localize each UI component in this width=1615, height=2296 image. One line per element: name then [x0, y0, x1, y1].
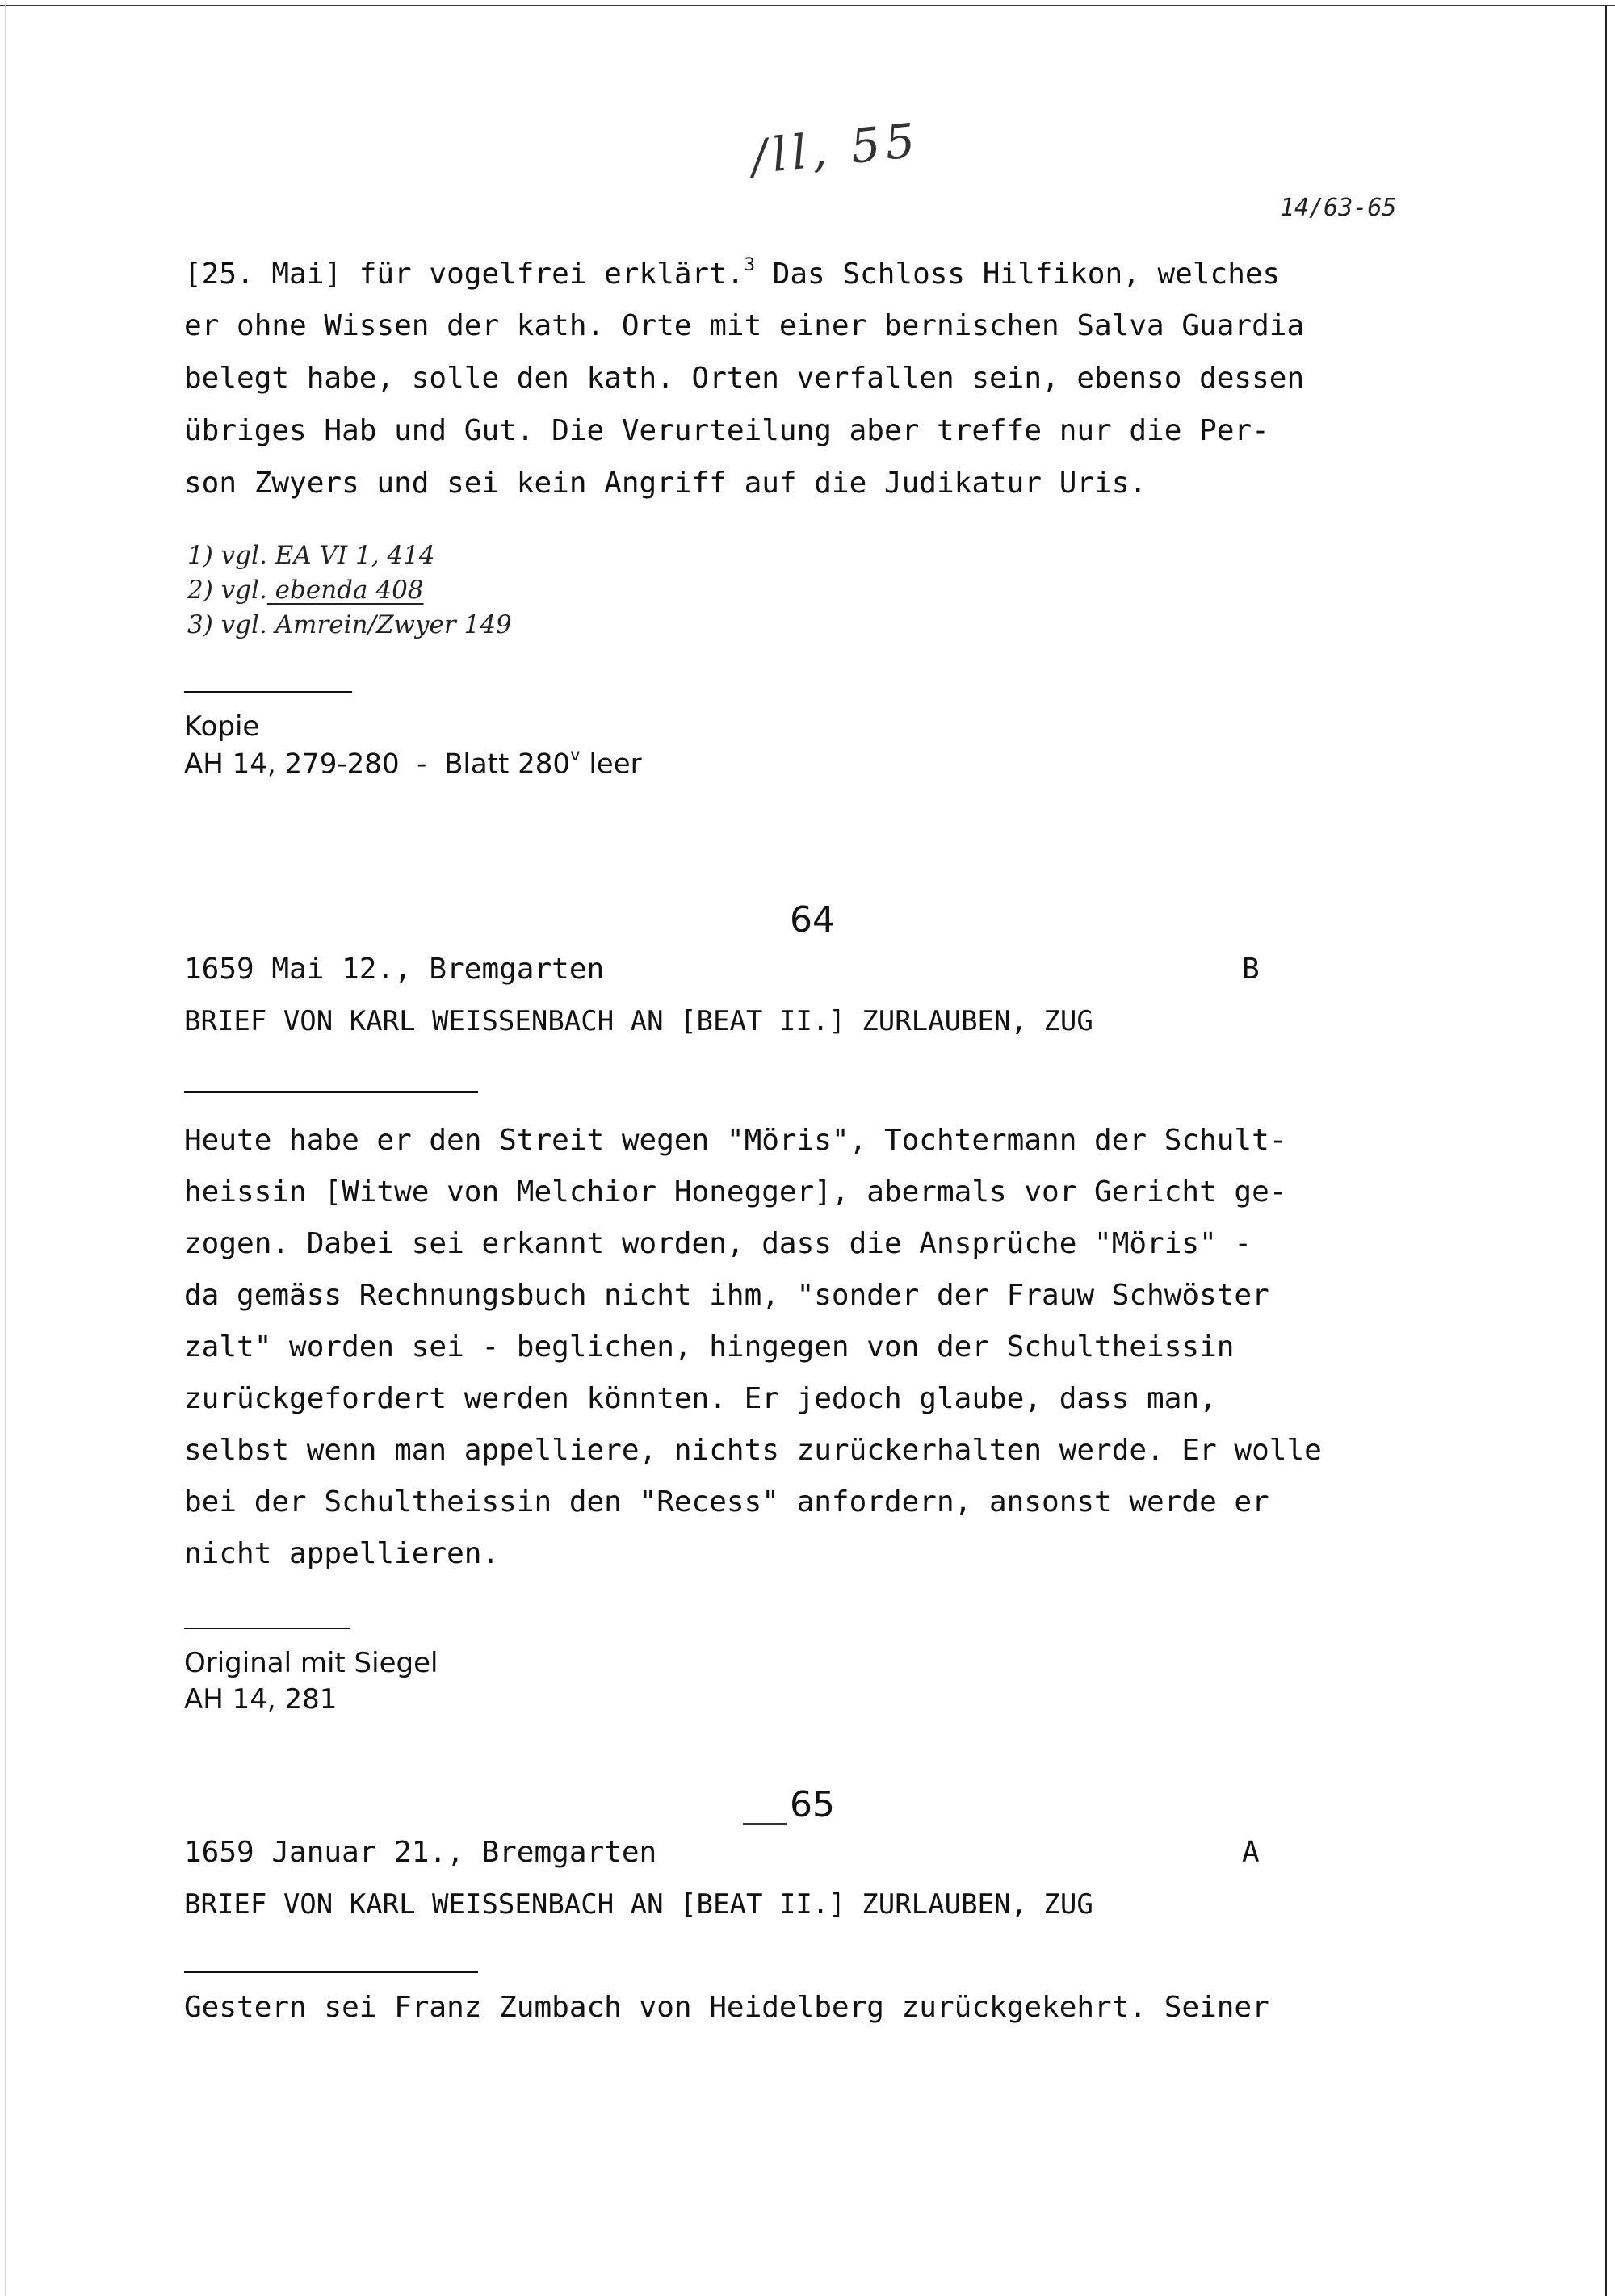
doc64-date-place: 1659 Mai 12., Bremgarten	[184, 953, 605, 986]
doc64-body-line: bei der Schultheissin den "Recess" anfordern, ansonst werde er	[184, 1485, 1269, 1519]
doc64-number: 64	[790, 899, 835, 941]
section-rule	[184, 1628, 350, 1629]
footnote-2: 2) vgl. ebenda 408	[187, 576, 424, 605]
doc64-body-line: da gemäss Rechnungsbuch nicht ihm, "sonder der Frauw Schwöster	[184, 1279, 1269, 1312]
doc64-source-type: Original mit Siegel	[184, 1647, 438, 1679]
handwritten-note: /ll, 55	[749, 112, 923, 185]
scan-edge-right	[1605, 5, 1607, 2296]
doc64-title: BRIEF VON KARL WEISSENBACH AN [BEAT II.] ZURLAUBEN, ZUG	[184, 1005, 1093, 1037]
doc64-body-line: nicht appellieren.	[184, 1537, 500, 1570]
doc65-letter: A	[1242, 1836, 1260, 1869]
doc65-date-place: 1659 Januar 21., Bremgarten	[184, 1836, 657, 1869]
doc64-body-line: zurückgefordert werden könnten. Er jedoch glaube, dass man,	[184, 1382, 1217, 1415]
doc63-line-1: [25. Mai] für vogelfrei erklärt.$^3$ Das Schloss Hilfikon, welches	[184, 253, 1281, 291]
doc63-line-5: son Zwyers und sei kein Angriff auf die Judikatur Uris.	[184, 467, 1147, 500]
number-dash	[743, 1823, 787, 1825]
section-rule	[184, 1971, 478, 1973]
doc63-source-type: Kopie	[184, 710, 260, 743]
page-reference: 14/63-65	[1280, 194, 1397, 222]
doc65-body-line: Gestern sei Franz Zumbach von Heidelberg zurückgekehrt. Seiner	[184, 1991, 1269, 2024]
section-rule	[184, 691, 352, 693]
doc64-body-line: zalt" worden sei - beglichen, hingegen von der Schultheissin	[184, 1330, 1235, 1364]
doc63-line-2: er ohne Wissen der kath. Orte mit einer bernischen Salva Guardia	[184, 309, 1305, 342]
section-rule	[184, 1091, 478, 1093]
doc64-body-line: zogen. Dabei sei erkannt worden, dass die Ansprüche "Möris" -	[184, 1227, 1252, 1260]
doc64-body-line: Heute habe er den Streit wegen "Möris", Tochtermann der Schult-	[184, 1124, 1287, 1157]
doc63-line-4: übriges Hab und Gut. Die Verurteilung aber treffe nur die Per-	[184, 414, 1269, 447]
doc63-source-ref: AH 14, 279-280 - Blatt 280$^v$ leer	[184, 744, 642, 781]
doc64-letter: B	[1242, 953, 1260, 986]
doc64-body-line: heissin [Witwe von Melchior Honegger], abermals vor Gericht ge-	[184, 1175, 1287, 1209]
doc65-number: 65	[790, 1784, 835, 1825]
doc64-source-ref: AH 14, 281	[184, 1683, 338, 1716]
footnote-1: 1) vgl. EA VI 1, 414	[187, 541, 435, 570]
footnote-3: 3) vgl. Amrein/Zwyer 149	[187, 610, 512, 639]
doc63-line-3: belegt habe, solle den kath. Orten verfallen sein, ebenso dessen	[184, 362, 1305, 395]
scan-edge-top	[0, 5, 1615, 6]
doc64-body-line: selbst wenn man appelliere, nichts zurückerhalten werde. Er wolle	[184, 1434, 1322, 1467]
doc65-title: BRIEF VON KARL WEISSENBACH AN [BEAT II.] ZURLAUBEN, ZUG	[184, 1888, 1093, 1921]
scan-edge-left	[5, 5, 6, 2296]
